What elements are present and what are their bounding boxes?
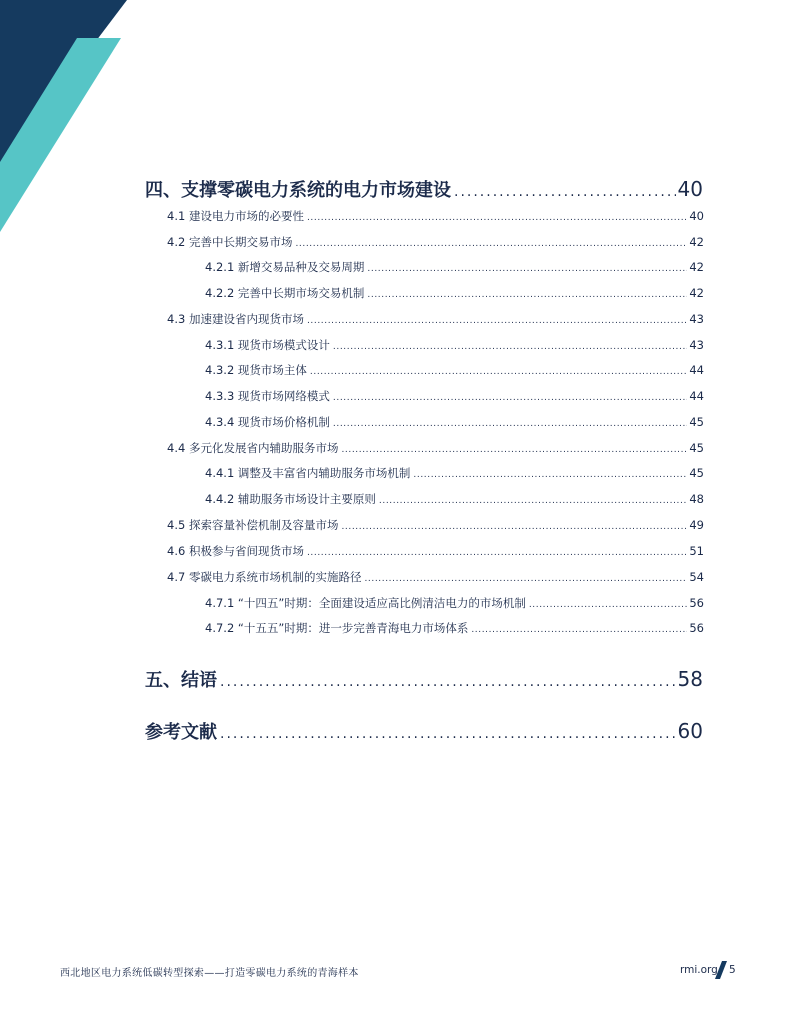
toc-entry-title: 4.7.2 “十五五”时期：进一步完善青海电力市场体系: [205, 621, 469, 635]
dot-leader: [471, 625, 687, 635]
dot-leader: [310, 367, 687, 377]
toc-entry-page: 48: [689, 492, 704, 506]
toc-entry-title: 4.7 零碳电力系统市场机制的实施路径: [167, 570, 362, 584]
toc-entry[interactable]: [205, 465, 704, 481]
toc-entry-chapter-4[interactable]: [145, 176, 703, 202]
toc-entry-title: 4.4.1 调整及丰富省内辅助服务市场机制: [205, 466, 411, 480]
toc-entry-page: 43: [689, 312, 704, 326]
toc-entry-title: 参考文献: [145, 722, 217, 743]
toc-entry[interactable]: [167, 543, 704, 559]
dot-leader: [333, 419, 687, 429]
dot-leader: [220, 726, 676, 742]
toc-entry-title: 4.3 加速建设省内现货市场: [167, 312, 304, 326]
dot-leader: [333, 393, 687, 403]
toc-entry[interactable]: [205, 362, 704, 378]
toc-entry[interactable]: [205, 388, 704, 404]
toc-entry[interactable]: [167, 440, 704, 456]
toc-entry-title: 4.3.4 现货市场价格机制: [205, 415, 330, 429]
dot-leader: [367, 264, 687, 274]
toc-entry-page: 43: [689, 338, 704, 352]
toc-entry-page: 54: [689, 570, 704, 584]
footer-site-link[interactable]: rmi.org: [680, 964, 718, 976]
dot-leader: [341, 522, 687, 532]
toc-entry[interactable]: [205, 491, 704, 507]
toc-entry-page: 51: [689, 544, 704, 558]
dot-leader: [379, 496, 687, 506]
toc-entry-page: 45: [689, 415, 704, 429]
toc-entry[interactable]: [205, 285, 704, 301]
toc-entry-page: 42: [689, 286, 704, 300]
toc-entry-title: 4.1 建设电力市场的必要性: [167, 209, 304, 223]
dot-leader: [307, 213, 687, 223]
toc-entry-title: 4.4 多元化发展省内辅助服务市场: [167, 441, 339, 455]
toc-entry-title: 4.7.1 “十四五”时期：全面建设适应高比例清洁电力的市场机制: [205, 596, 526, 610]
toc-entry-page: 40: [677, 177, 703, 201]
toc-entry[interactable]: [205, 414, 704, 430]
toc-entry-page: 42: [689, 235, 704, 249]
slash-icon: [715, 961, 727, 979]
dot-leader: [454, 184, 676, 200]
toc-entry-title: 4.5 探索容量补偿机制及容量市场: [167, 518, 339, 532]
toc-entry-chapter-5[interactable]: [145, 666, 703, 692]
toc-entry-title: 4.4.2 辅助服务市场设计主要原则: [205, 492, 376, 506]
dot-leader: [295, 239, 687, 249]
toc-entry[interactable]: [167, 234, 704, 250]
dot-leader: [413, 470, 687, 480]
dot-leader: [529, 600, 688, 610]
toc-entry[interactable]: [205, 620, 704, 636]
toc-entry-page: 56: [689, 621, 704, 635]
toc-entry-title: 4.2.2 完善中长期市场交易机制: [205, 286, 365, 300]
dot-leader: [367, 290, 687, 300]
toc-entry-page: 60: [677, 719, 703, 743]
toc-entry-page: 44: [689, 389, 704, 403]
toc-entry-title: 4.3.3 现货市场网络模式: [205, 389, 330, 403]
toc-entry-page: 45: [689, 441, 704, 455]
toc-entry[interactable]: [205, 337, 704, 353]
toc-entry-page: 49: [689, 518, 704, 532]
toc-entry[interactable]: [167, 517, 704, 533]
dot-leader: [307, 316, 687, 326]
footer-page-info: [680, 961, 740, 981]
toc-entry-title: 4.3.1 现货市场模式设计: [205, 338, 330, 352]
footer-page-number: 5: [729, 964, 736, 976]
toc-entry-title: 4.6 积极参与省间现货市场: [167, 544, 304, 558]
toc-entry-page: 40: [689, 209, 704, 223]
corner-decoration: [0, 0, 130, 240]
toc-entry-references[interactable]: [145, 718, 703, 744]
toc-entry[interactable]: [205, 259, 704, 275]
dot-leader: [364, 574, 687, 584]
toc-entry[interactable]: [167, 311, 704, 327]
toc-entry-page: 58: [677, 667, 703, 691]
toc-entry-title: 五、结语: [145, 670, 217, 691]
toc-entry[interactable]: [205, 595, 704, 611]
toc-entry-page: 45: [689, 466, 704, 480]
toc-entry[interactable]: [167, 569, 704, 585]
toc-entry-title: 4.3.2 现货市场主体: [205, 363, 307, 377]
dot-leader: [333, 342, 687, 352]
toc-entry-title: 4.2 完善中长期交易市场: [167, 235, 293, 249]
toc-entry-page: 42: [689, 260, 704, 274]
toc-entry-page: 56: [689, 596, 704, 610]
toc-entry-title: 四、支撑零碳电力系统的电力市场建设: [145, 180, 451, 201]
toc-entry-title: 4.2.1 新增交易品种及交易周期: [205, 260, 365, 274]
dot-leader: [220, 674, 676, 690]
toc-entry[interactable]: [167, 208, 704, 224]
dot-leader: [341, 445, 687, 455]
toc-entry-page: 44: [689, 363, 704, 377]
footer-report-title: 西北地区电力系统低碳转型探索——打造零碳电力系统的青海样本: [60, 968, 359, 979]
dot-leader: [307, 548, 687, 558]
